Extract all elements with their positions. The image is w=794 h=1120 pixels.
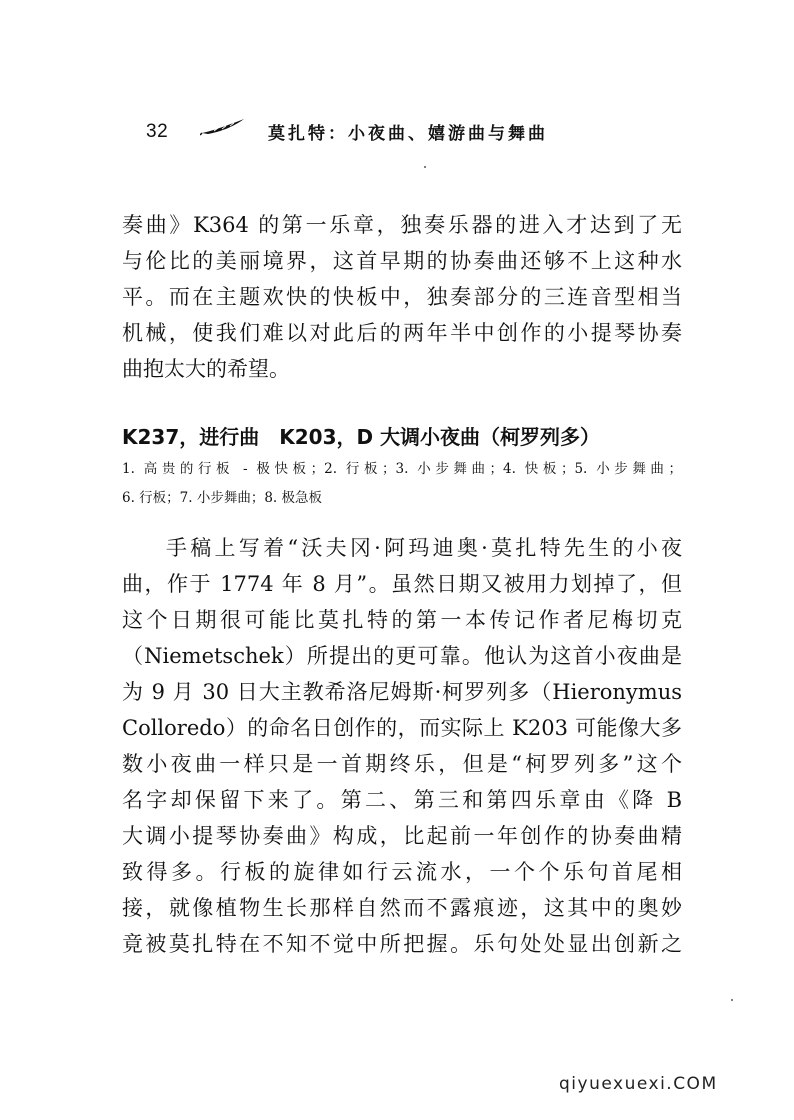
text-line: 奏曲》K364 的第一乐章，独奏乐器的进入才达到了无 — [122, 213, 682, 237]
text-line: 曲，作于 1774 年 8 月”。虽然日期又被用力划掉了，但 — [122, 572, 682, 596]
text-line: 机械，使我们难以对此后的两年半中创作的小提琴协奏 — [122, 321, 682, 345]
text-line: 数小夜曲一样只是一首期终乐，但是“柯罗列多”这个 — [122, 752, 682, 776]
text-line: 这个日期很可能比莫扎特的第一本传记作者尼梅切克 — [122, 608, 682, 632]
running-title: 莫扎特：小夜曲、嬉游曲与舞曲 — [268, 124, 548, 144]
text-line: 平。而在主题欢快的快板中，独奏部分的三连音型相当 — [122, 285, 682, 309]
movement-list-line: 1. 高贵的行板 - 极快板；2. 行板；3. 小步舞曲；4. 快板；5. 小步舞曲； — [122, 461, 682, 477]
text-line: 名字却保留下来了。第二、第三和第四乐章由《降 B — [122, 788, 682, 812]
quill-icon — [200, 117, 246, 137]
text-line: Colloredo）的命名日创作的，而实际上 K203 可能像大多 — [122, 716, 682, 740]
text-line: （Niemetschek）所提出的更可靠。他认为这首小夜曲是 — [122, 644, 682, 668]
text-line: 接，就像植物生长那样自然而不露痕迹，这其中的奥妙 — [122, 896, 682, 920]
text-line: 手稿上写着“沃夫冈·阿玛迪奥·莫扎特先生的小夜 — [166, 536, 682, 560]
text-line: 大调小提琴协奏曲》构成，比起前一年创作的协奏曲精 — [122, 824, 682, 848]
page-number: 32 — [146, 121, 169, 142]
scan-speck — [731, 999, 733, 1001]
text-line: 曲抱太大的希望。 — [122, 357, 290, 381]
text-line: 致得多。行板的旋律如行云流水，一个个乐句首尾相 — [122, 860, 682, 884]
text-line: 与伦比的美丽境界，这首早期的协奏曲还够不上这种水 — [122, 249, 682, 273]
text-line: 竟被莫扎特在不知不觉中所把握。乐句处处显出创新之 — [122, 932, 682, 956]
movement-list-line: 6. 行板；7. 小步舞曲；8. 极急板 — [122, 490, 323, 506]
watermark-text: qiyuexuexi.COM — [559, 1074, 718, 1094]
body-paragraph — [122, 530, 682, 970]
scan-speck — [424, 166, 426, 168]
paragraph-continued — [122, 207, 682, 397]
section-heading: K237，进行曲 K203，D 大调小夜曲（柯罗列多） — [122, 425, 601, 449]
text-line: 为 9 月 30 日大主教希洛尼姆斯·柯罗列多（Hieronymus — [122, 680, 682, 704]
